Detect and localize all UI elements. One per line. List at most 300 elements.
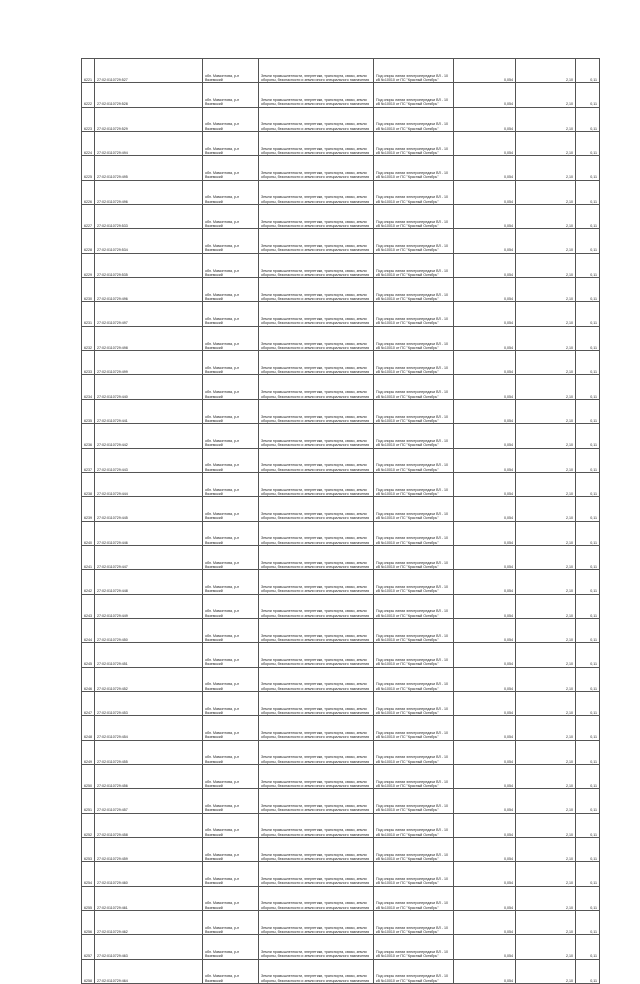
address-cell: обл. Мамонтова, р-н Вяземский	[203, 570, 259, 594]
value-cell: 2,10	[516, 570, 576, 594]
area-cell: 0,054	[454, 594, 516, 618]
table-row	[82, 326, 600, 350]
cadastral-number: 27:02:0110729:528	[95, 83, 203, 107]
tail-cell: 0,11	[576, 497, 600, 521]
value-cell: 2,10	[516, 959, 576, 983]
address-cell: обл. Мамонтова, р-н Вяземский	[203, 83, 259, 107]
value-cell: 2,10	[516, 618, 576, 642]
table-row	[82, 911, 600, 935]
tail-cell: 0,11	[576, 375, 600, 399]
category-cell: Земли промышленности, энергетики, транспорта, связи, земли обороны, безопасности и земли иного специального назначения	[259, 59, 374, 83]
area-cell: 0,054	[454, 716, 516, 740]
table-row	[82, 448, 600, 472]
table-row	[82, 838, 600, 862]
table-row	[82, 229, 600, 253]
table-row	[82, 594, 600, 618]
table-row	[82, 716, 600, 740]
category-cell: Земли промышленности, энергетики, транспорта, связи, земли обороны, безопасности и земли иного специального назначения	[259, 156, 374, 180]
cadastral-number: 27:02:0110729:442	[95, 424, 203, 448]
address-cell: обл. Мамонтова, р-н Вяземский	[203, 180, 259, 204]
row-number: 6252	[82, 813, 95, 837]
tail-cell: 0,11	[576, 716, 600, 740]
area-cell: 0,054	[454, 326, 516, 350]
address-cell: обл. Мамонтова, р-н Вяземский	[203, 253, 259, 277]
cadastral-number: 27:02:0110729:449	[95, 594, 203, 618]
area-cell: 0,054	[454, 253, 516, 277]
cadastral-number: 27:02:0110729:527	[95, 59, 203, 83]
cadastral-number: 27:02:0110729:451	[95, 643, 203, 667]
encumbrance-cell: Под опоры линии электропередачи ВЛ - 10 кВ №10010 от ПС "Красный Октябрь"	[374, 643, 454, 667]
row-number: 6227	[82, 205, 95, 229]
cadastral-number: 27:02:0110729:445	[95, 497, 203, 521]
tail-cell: 0,11	[576, 862, 600, 886]
value-cell: 2,10	[516, 351, 576, 375]
address-cell: обл. Мамонтова, р-н Вяземский	[203, 448, 259, 472]
category-cell: Земли промышленности, энергетики, транспорта, связи, земли обороны, безопасности и земли иного специального назначения	[259, 643, 374, 667]
row-number: 6253	[82, 838, 95, 862]
table-row	[82, 570, 600, 594]
area-cell: 0,054	[454, 886, 516, 910]
address-cell: обл. Мамонтова, р-н Вяземский	[203, 862, 259, 886]
address-cell: обл. Мамонтова, р-н Вяземский	[203, 326, 259, 350]
area-cell: 0,054	[454, 643, 516, 667]
address-cell: обл. Мамонтова, р-н Вяземский	[203, 132, 259, 156]
cadastral-number: 27:02:0110729:535	[95, 253, 203, 277]
tail-cell: 0,11	[576, 399, 600, 423]
value-cell: 2,10	[516, 911, 576, 935]
cadastral-number: 27:02:0110729:444	[95, 472, 203, 496]
tail-cell: 0,11	[576, 789, 600, 813]
tail-cell: 0,11	[576, 911, 600, 935]
cadastral-number: 27:02:0110729:460	[95, 862, 203, 886]
tail-cell: 0,11	[576, 935, 600, 959]
table-row	[82, 205, 600, 229]
address-cell: обл. Мамонтова, р-н Вяземский	[203, 59, 259, 83]
encumbrance-cell: Под опоры линии электропередачи ВЛ - 10 кВ №10010 от ПС "Красный Октябрь"	[374, 472, 454, 496]
row-number: 6258	[82, 959, 95, 983]
area-cell: 0,054	[454, 375, 516, 399]
table-row	[82, 424, 600, 448]
tail-cell: 0,11	[576, 570, 600, 594]
value-cell: 2,10	[516, 813, 576, 837]
cadastral-number: 27:02:0110729:498	[95, 326, 203, 350]
category-cell: Земли промышленности, энергетики, транспорта, связи, земли обороны, безопасности и земли иного специального назначения	[259, 838, 374, 862]
area-cell: 0,054	[454, 691, 516, 715]
address-cell: обл. Мамонтова, р-н Вяземский	[203, 424, 259, 448]
tail-cell: 0,11	[576, 424, 600, 448]
area-cell: 0,054	[454, 789, 516, 813]
area-cell: 0,054	[454, 156, 516, 180]
category-cell: Земли промышленности, энергетики, транспорта, связи, земли обороны, безопасности и земли иного специального назначения	[259, 886, 374, 910]
area-cell: 0,054	[454, 472, 516, 496]
table-row	[82, 180, 600, 204]
cadastral-number: 27:02:0110729:462	[95, 911, 203, 935]
address-cell: обл. Мамонтова, р-н Вяземский	[203, 472, 259, 496]
encumbrance-cell: Под опоры линии электропередачи ВЛ - 10 кВ №10010 от ПС "Красный Октябрь"	[374, 302, 454, 326]
address-cell: обл. Мамонтова, р-н Вяземский	[203, 643, 259, 667]
value-cell: 2,10	[516, 278, 576, 302]
encumbrance-cell: Под опоры линии электропередачи ВЛ - 10 кВ №10010 от ПС "Красный Октябрь"	[374, 570, 454, 594]
tail-cell: 0,11	[576, 594, 600, 618]
encumbrance-cell: Под опоры линии электропередачи ВЛ - 10 кВ №10010 от ПС "Красный Октябрь"	[374, 229, 454, 253]
table-row	[82, 278, 600, 302]
address-cell: обл. Мамонтова, р-н Вяземский	[203, 716, 259, 740]
tail-cell: 0,11	[576, 132, 600, 156]
tail-cell: 0,11	[576, 764, 600, 788]
row-number: 6238	[82, 472, 95, 496]
tail-cell: 0,11	[576, 156, 600, 180]
table-row	[82, 351, 600, 375]
category-cell: Земли промышленности, энергетики, транспорта, связи, земли обороны, безопасности и земли иного специального назначения	[259, 545, 374, 569]
row-number: 6241	[82, 545, 95, 569]
row-number: 6248	[82, 716, 95, 740]
row-number: 6254	[82, 862, 95, 886]
cadastral-number: 27:02:0110729:463	[95, 935, 203, 959]
area-cell: 0,054	[454, 351, 516, 375]
table-body	[82, 59, 600, 984]
area-cell: 0,054	[454, 545, 516, 569]
category-cell: Земли промышленности, энергетики, транспорта, связи, земли обороны, безопасности и земли иного специального назначения	[259, 278, 374, 302]
tail-cell: 0,11	[576, 59, 600, 83]
area-cell: 0,054	[454, 448, 516, 472]
table-row	[82, 740, 600, 764]
cadastral-number: 27:02:0110729:456	[95, 764, 203, 788]
value-cell: 2,10	[516, 545, 576, 569]
category-cell: Земли промышленности, энергетики, транспорта, связи, земли обороны, безопасности и земли иного специального назначения	[259, 326, 374, 350]
cadastral-number: 27:02:0110729:455	[95, 740, 203, 764]
table-row	[82, 521, 600, 545]
table-row	[82, 472, 600, 496]
area-cell: 0,054	[454, 959, 516, 983]
encumbrance-cell: Под опоры линии электропередачи ВЛ - 10 кВ №10010 от ПС "Красный Октябрь"	[374, 545, 454, 569]
category-cell: Земли промышленности, энергетики, транспорта, связи, земли обороны, безопасности и земли иного специального назначения	[259, 448, 374, 472]
row-number: 6256	[82, 911, 95, 935]
table-row	[82, 59, 600, 83]
encumbrance-cell: Под опоры линии электропередачи ВЛ - 10 кВ №10010 от ПС "Красный Октябрь"	[374, 399, 454, 423]
area-cell: 0,054	[454, 813, 516, 837]
encumbrance-cell: Под опоры линии электропередачи ВЛ - 10 кВ №10010 от ПС "Красный Октябрь"	[374, 740, 454, 764]
table-row	[82, 156, 600, 180]
encumbrance-cell: Под опоры линии электропередачи ВЛ - 10 кВ №10010 от ПС "Красный Октябрь"	[374, 83, 454, 107]
tail-cell: 0,11	[576, 83, 600, 107]
address-cell: обл. Мамонтова, р-н Вяземский	[203, 838, 259, 862]
tail-cell: 0,11	[576, 229, 600, 253]
area-cell: 0,054	[454, 229, 516, 253]
encumbrance-cell: Под опоры линии электропередачи ВЛ - 10 кВ №10010 от ПС "Красный Октябрь"	[374, 424, 454, 448]
tail-cell: 0,11	[576, 351, 600, 375]
category-cell: Земли промышленности, энергетики, транспорта, связи, земли обороны, безопасности и земли иного специального назначения	[259, 253, 374, 277]
address-cell: обл. Мамонтова, р-н Вяземский	[203, 302, 259, 326]
cadastral-number: 27:02:0110729:496	[95, 278, 203, 302]
tail-cell: 0,11	[576, 448, 600, 472]
category-cell: Земли промышленности, энергетики, транспорта, связи, земли обороны, безопасности и земли иного специального назначения	[259, 375, 374, 399]
area-cell: 0,054	[454, 59, 516, 83]
table-row	[82, 253, 600, 277]
tail-cell: 0,11	[576, 326, 600, 350]
value-cell: 2,10	[516, 886, 576, 910]
cadastral-number: 27:02:0110729:452	[95, 667, 203, 691]
category-cell: Земли промышленности, энергетики, транспорта, связи, земли обороны, безопасности и земли иного специального назначения	[259, 229, 374, 253]
cadastral-number: 27:02:0110729:534	[95, 229, 203, 253]
value-cell: 2,10	[516, 862, 576, 886]
row-number: 6232	[82, 326, 95, 350]
table-row	[82, 497, 600, 521]
area-cell: 0,054	[454, 132, 516, 156]
area-cell: 0,054	[454, 570, 516, 594]
area-cell: 0,054	[454, 740, 516, 764]
area-cell: 0,054	[454, 302, 516, 326]
encumbrance-cell: Под опоры линии электропередачи ВЛ - 10 кВ №10010 от ПС "Красный Октябрь"	[374, 521, 454, 545]
value-cell: 2,10	[516, 132, 576, 156]
row-number: 6247	[82, 691, 95, 715]
category-cell: Земли промышленности, энергетики, транспорта, связи, земли обороны, безопасности и земли иного специального назначения	[259, 521, 374, 545]
encumbrance-cell: Под опоры линии электропередачи ВЛ - 10 кВ №10010 от ПС "Красный Октябрь"	[374, 180, 454, 204]
row-number: 6228	[82, 229, 95, 253]
row-number: 6222	[82, 83, 95, 107]
encumbrance-cell: Под опоры линии электропередачи ВЛ - 10 кВ №10010 от ПС "Красный Октябрь"	[374, 205, 454, 229]
encumbrance-cell: Под опоры линии электропередачи ВЛ - 10 кВ №10010 от ПС "Красный Октябрь"	[374, 911, 454, 935]
cadastral-number: 27:02:0110729:443	[95, 448, 203, 472]
area-cell: 0,054	[454, 107, 516, 131]
category-cell: Земли промышленности, энергетики, транспорта, связи, земли обороны, безопасности и земли иного специального назначения	[259, 497, 374, 521]
address-cell: обл. Мамонтова, р-н Вяземский	[203, 959, 259, 983]
cadastral-number: 27:02:0110729:457	[95, 789, 203, 813]
row-number: 6244	[82, 618, 95, 642]
category-cell: Земли промышленности, энергетики, транспорта, связи, земли обороны, безопасности и земли иного специального назначения	[259, 911, 374, 935]
value-cell: 2,10	[516, 521, 576, 545]
value-cell: 2,10	[516, 935, 576, 959]
table-row	[82, 83, 600, 107]
address-cell: обл. Мамонтова, р-н Вяземский	[203, 618, 259, 642]
tail-cell: 0,11	[576, 959, 600, 983]
category-cell: Земли промышленности, энергетики, транспорта, связи, земли обороны, безопасности и земли иного специального назначения	[259, 691, 374, 715]
address-cell: обл. Мамонтова, р-н Вяземский	[203, 667, 259, 691]
address-cell: обл. Мамонтова, р-н Вяземский	[203, 375, 259, 399]
category-cell: Земли промышленности, энергетики, транспорта, связи, земли обороны, безопасности и земли иного специального назначения	[259, 813, 374, 837]
row-number: 6246	[82, 667, 95, 691]
row-number: 6243	[82, 594, 95, 618]
area-cell: 0,054	[454, 205, 516, 229]
tail-cell: 0,11	[576, 472, 600, 496]
address-cell: обл. Мамонтова, р-н Вяземский	[203, 789, 259, 813]
table-row	[82, 959, 600, 983]
tail-cell: 0,11	[576, 643, 600, 667]
value-cell: 2,10	[516, 375, 576, 399]
tail-cell: 0,11	[576, 278, 600, 302]
row-number: 6230	[82, 278, 95, 302]
tail-cell: 0,11	[576, 205, 600, 229]
encumbrance-cell: Под опоры линии электропередачи ВЛ - 10 кВ №10010 от ПС "Красный Октябрь"	[374, 789, 454, 813]
category-cell: Земли промышленности, энергетики, транспорта, связи, земли обороны, безопасности и земли иного специального назначения	[259, 205, 374, 229]
table-row	[82, 643, 600, 667]
category-cell: Земли промышленности, энергетики, транспорта, связи, земли обороны, безопасности и земли иного специального назначения	[259, 959, 374, 983]
land-plots-table	[81, 58, 600, 984]
value-cell: 2,10	[516, 472, 576, 496]
cadastral-number: 27:02:0110729:446	[95, 521, 203, 545]
row-number: 6250	[82, 764, 95, 788]
value-cell: 2,10	[516, 302, 576, 326]
tail-cell: 0,11	[576, 618, 600, 642]
row-number: 6242	[82, 570, 95, 594]
value-cell: 2,10	[516, 229, 576, 253]
tail-cell: 0,11	[576, 740, 600, 764]
area-cell: 0,054	[454, 83, 516, 107]
value-cell: 2,10	[516, 667, 576, 691]
tail-cell: 0,11	[576, 813, 600, 837]
area-cell: 0,054	[454, 935, 516, 959]
value-cell: 2,10	[516, 497, 576, 521]
address-cell: обл. Мамонтова, р-н Вяземский	[203, 886, 259, 910]
area-cell: 0,054	[454, 424, 516, 448]
encumbrance-cell: Под опоры линии электропередачи ВЛ - 10 кВ №10010 от ПС "Красный Октябрь"	[374, 667, 454, 691]
area-cell: 0,054	[454, 838, 516, 862]
cadastral-number: 27:02:0110729:459	[95, 838, 203, 862]
cadastral-number: 27:02:0110729:495	[95, 156, 203, 180]
category-cell: Земли промышленности, энергетики, транспорта, связи, земли обороны, безопасности и земли иного специального назначения	[259, 789, 374, 813]
row-number: 6226	[82, 180, 95, 204]
table-row	[82, 886, 600, 910]
table-row	[82, 375, 600, 399]
area-cell: 0,054	[454, 497, 516, 521]
table-row	[82, 813, 600, 837]
value-cell: 2,10	[516, 83, 576, 107]
address-cell: обл. Мамонтова, р-н Вяземский	[203, 594, 259, 618]
cadastral-number: 27:02:0110729:447	[95, 545, 203, 569]
row-number: 6234	[82, 375, 95, 399]
category-cell: Земли промышленности, энергетики, транспорта, связи, земли обороны, безопасности и земли иного специального назначения	[259, 935, 374, 959]
encumbrance-cell: Под опоры линии электропередачи ВЛ - 10 кВ №10010 от ПС "Красный Октябрь"	[374, 132, 454, 156]
encumbrance-cell: Под опоры линии электропередачи ВЛ - 10 кВ №10010 от ПС "Красный Октябрь"	[374, 838, 454, 862]
category-cell: Земли промышленности, энергетики, транспорта, связи, земли обороны, безопасности и земли иного специального назначения	[259, 351, 374, 375]
row-number: 6239	[82, 497, 95, 521]
cadastral-number: 27:02:0110729:441	[95, 399, 203, 423]
category-cell: Земли промышленности, энергетики, транспорта, связи, земли обороны, безопасности и земли иного специального назначения	[259, 107, 374, 131]
cadastral-number: 27:02:0110729:464	[95, 959, 203, 983]
encumbrance-cell: Под опоры линии электропередачи ВЛ - 10 кВ №10010 от ПС "Красный Октябрь"	[374, 326, 454, 350]
value-cell: 2,10	[516, 740, 576, 764]
row-number: 6233	[82, 351, 95, 375]
category-cell: Земли промышленности, энергетики, транспорта, связи, земли обороны, безопасности и земли иного специального назначения	[259, 472, 374, 496]
tail-cell: 0,11	[576, 521, 600, 545]
category-cell: Земли промышленности, энергетики, транспорта, связи, земли обороны, безопасности и земли иного специального назначения	[259, 132, 374, 156]
table-row	[82, 132, 600, 156]
cadastral-number: 27:02:0110729:461	[95, 886, 203, 910]
category-cell: Земли промышленности, энергетики, транспорта, связи, земли обороны, безопасности и земли иного специального назначения	[259, 618, 374, 642]
area-cell: 0,054	[454, 862, 516, 886]
table-row	[82, 302, 600, 326]
tail-cell: 0,11	[576, 302, 600, 326]
table-row	[82, 691, 600, 715]
value-cell: 2,10	[516, 205, 576, 229]
tail-cell: 0,11	[576, 107, 600, 131]
cadastral-number: 27:02:0110729:496	[95, 180, 203, 204]
encumbrance-cell: Под опоры линии электропередачи ВЛ - 10 кВ №10010 от ПС "Красный Октябрь"	[374, 59, 454, 83]
category-cell: Земли промышленности, энергетики, транспорта, связи, земли обороны, безопасности и земли иного специального назначения	[259, 740, 374, 764]
row-number: 6240	[82, 521, 95, 545]
address-cell: обл. Мамонтова, р-н Вяземский	[203, 521, 259, 545]
encumbrance-cell: Под опоры линии электропередачи ВЛ - 10 кВ №10010 от ПС "Красный Октябрь"	[374, 594, 454, 618]
value-cell: 2,10	[516, 643, 576, 667]
table-row	[82, 862, 600, 886]
encumbrance-cell: Под опоры линии электропередачи ВЛ - 10 кВ №10010 от ПС "Красный Октябрь"	[374, 618, 454, 642]
category-cell: Земли промышленности, энергетики, транспорта, связи, земли обороны, безопасности и земли иного специального назначения	[259, 862, 374, 886]
tail-cell: 0,11	[576, 667, 600, 691]
address-cell: обл. Мамонтова, р-н Вяземский	[203, 229, 259, 253]
value-cell: 2,10	[516, 594, 576, 618]
value-cell: 2,10	[516, 326, 576, 350]
value-cell: 2,10	[516, 180, 576, 204]
cadastral-number: 27:02:0110729:497	[95, 302, 203, 326]
encumbrance-cell: Под опоры линии электропередачи ВЛ - 10 кВ №10010 от ПС "Красный Октябрь"	[374, 886, 454, 910]
row-number: 6249	[82, 740, 95, 764]
encumbrance-cell: Под опоры линии электропередачи ВЛ - 10 кВ №10010 от ПС "Красный Октябрь"	[374, 351, 454, 375]
table-row	[82, 545, 600, 569]
category-cell: Земли промышленности, энергетики, транспорта, связи, земли обороны, безопасности и земли иного специального назначения	[259, 83, 374, 107]
area-cell: 0,054	[454, 180, 516, 204]
address-cell: обл. Мамонтова, р-н Вяземский	[203, 911, 259, 935]
value-cell: 2,10	[516, 764, 576, 788]
area-cell: 0,054	[454, 618, 516, 642]
row-number: 6245	[82, 643, 95, 667]
table-row	[82, 667, 600, 691]
cadastral-number: 27:02:0110729:533	[95, 205, 203, 229]
encumbrance-cell: Под опоры линии электропередачи ВЛ - 10 кВ №10010 от ПС "Красный Октябрь"	[374, 448, 454, 472]
address-cell: обл. Мамонтова, р-н Вяземский	[203, 205, 259, 229]
value-cell: 2,10	[516, 253, 576, 277]
encumbrance-cell: Под опоры линии электропередачи ВЛ - 10 кВ №10010 от ПС "Красный Октябрь"	[374, 716, 454, 740]
value-cell: 2,10	[516, 448, 576, 472]
encumbrance-cell: Под опоры линии электропередачи ВЛ - 10 кВ №10010 от ПС "Красный Октябрь"	[374, 862, 454, 886]
value-cell: 2,10	[516, 424, 576, 448]
area-cell: 0,054	[454, 521, 516, 545]
address-cell: обл. Мамонтова, р-н Вяземский	[203, 351, 259, 375]
encumbrance-cell: Под опоры линии электропередачи ВЛ - 10 кВ №10010 от ПС "Красный Октябрь"	[374, 764, 454, 788]
encumbrance-cell: Под опоры линии электропередачи ВЛ - 10 кВ №10010 от ПС "Красный Октябрь"	[374, 935, 454, 959]
address-cell: обл. Мамонтова, р-н Вяземский	[203, 399, 259, 423]
address-cell: обл. Мамонтова, р-н Вяземский	[203, 691, 259, 715]
address-cell: обл. Мамонтова, р-н Вяземский	[203, 497, 259, 521]
row-number: 6236	[82, 424, 95, 448]
address-cell: обл. Мамонтова, р-н Вяземский	[203, 107, 259, 131]
row-number: 6257	[82, 935, 95, 959]
encumbrance-cell: Под опоры линии электропередачи ВЛ - 10 кВ №10010 от ПС "Красный Октябрь"	[374, 278, 454, 302]
value-cell: 2,10	[516, 691, 576, 715]
value-cell: 2,10	[516, 716, 576, 740]
table-row	[82, 789, 600, 813]
value-cell: 2,10	[516, 107, 576, 131]
row-number: 6251	[82, 789, 95, 813]
address-cell: обл. Мамонтова, р-н Вяземский	[203, 278, 259, 302]
cadastral-number: 27:02:0110729:440	[95, 375, 203, 399]
value-cell: 2,10	[516, 156, 576, 180]
tail-cell: 0,11	[576, 886, 600, 910]
row-number: 6229	[82, 253, 95, 277]
category-cell: Земли промышленности, энергетики, транспорта, связи, земли обороны, безопасности и земли иного специального назначения	[259, 399, 374, 423]
encumbrance-cell: Под опоры линии электропередачи ВЛ - 10 кВ №10010 от ПС "Красный Октябрь"	[374, 107, 454, 131]
encumbrance-cell: Под опоры линии электропередачи ВЛ - 10 кВ №10010 от ПС "Красный Октябрь"	[374, 959, 454, 983]
address-cell: обл. Мамонтова, р-н Вяземский	[203, 156, 259, 180]
category-cell: Земли промышленности, энергетики, транспорта, связи, земли обороны, безопасности и земли иного специального назначения	[259, 764, 374, 788]
encumbrance-cell: Под опоры линии электропередачи ВЛ - 10 кВ №10010 от ПС "Красный Октябрь"	[374, 375, 454, 399]
cadastral-number: 27:02:0110729:494	[95, 132, 203, 156]
row-number: 6235	[82, 399, 95, 423]
row-number: 6255	[82, 886, 95, 910]
table-row	[82, 399, 600, 423]
encumbrance-cell: Под опоры линии электропередачи ВЛ - 10 кВ №10010 от ПС "Красный Октябрь"	[374, 813, 454, 837]
value-cell: 2,10	[516, 399, 576, 423]
table-row	[82, 935, 600, 959]
category-cell: Земли промышленности, энергетики, транспорта, связи, земли обороны, безопасности и земли иного специального назначения	[259, 180, 374, 204]
